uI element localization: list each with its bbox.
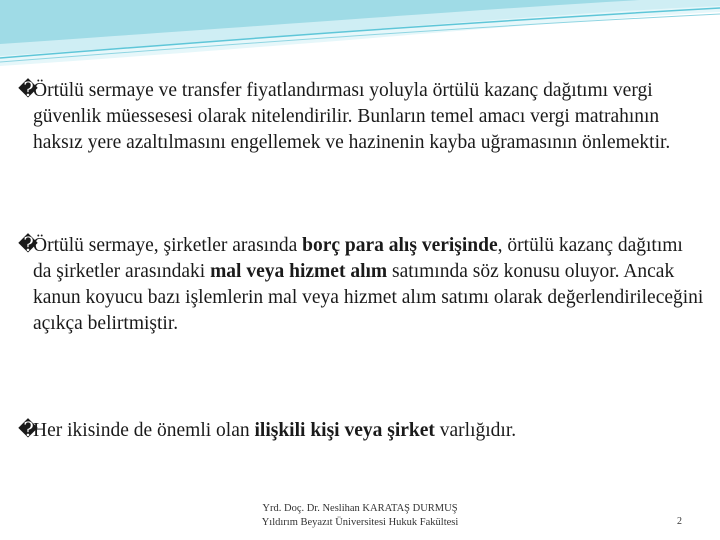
bold-phrase: ilişkili kişi veya şirket: [254, 420, 435, 441]
bullet-icon: �: [18, 235, 38, 256]
header-wave-decoration: [0, 0, 720, 80]
paragraph-text: Örtülü sermaye ve transfer fiyatlandırması yoluyla örtülü kazanç dağıtımı vergi güvenlik müessesesi olarak nitelendirilir. Bunların temel amacı vergi matrahının haksız yere azaltılmasını engellemek ve hazinenin kayba uğramasının önlemektir.: [33, 80, 671, 153]
bullet-icon: �: [18, 80, 38, 101]
footer-institution: Yıldırım Beyazıt Üniversitesi Hukuk Fakültesi: [261, 517, 459, 528]
paragraph-text: varlığıdır.: [434, 420, 517, 441]
paragraph-text: Her ikisinde de önemli olan: [33, 420, 255, 441]
bold-phrase: mal veya hizmet alım: [210, 261, 388, 282]
paragraph-2: [18, 233, 705, 337]
footer-author: Yrd. Doç. Dr. Neslihan KARATAŞ DURMUŞ: [262, 503, 458, 514]
paragraph-text: Örtülü sermaye, şirketler arasında: [33, 235, 303, 256]
paragraph-text: , örtülü kazanç dağıtımı da şirketler arasındaki: [33, 235, 683, 282]
paragraph-3: [18, 418, 705, 444]
bold-phrase: borç para alış verişinde: [302, 235, 498, 256]
bullet-icon: �: [18, 420, 38, 441]
page-number: 2: [677, 516, 682, 527]
paragraph-text: satımında söz konusu oluyor. Ancak kanun koyucu bazı işlemlerin mal veya hizmet alım satımı olarak değerlendirileceğini açıkça belirtmiştir.: [33, 261, 704, 334]
footer: [0, 502, 720, 530]
paragraph-1: [18, 78, 705, 156]
